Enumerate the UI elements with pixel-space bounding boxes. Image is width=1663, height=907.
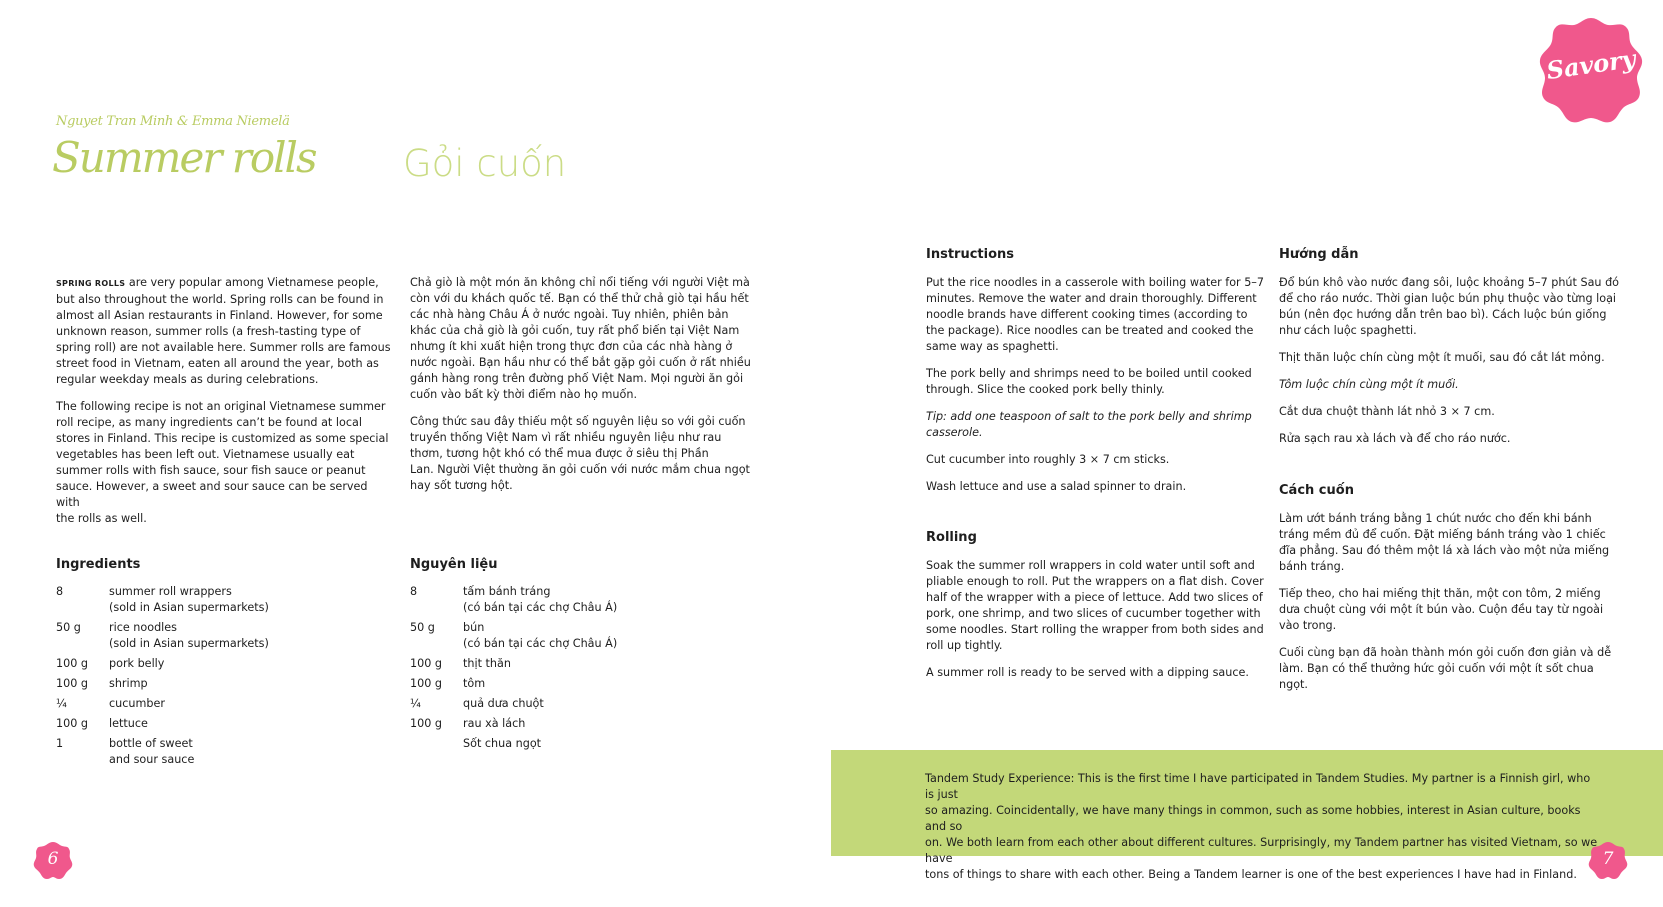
instructions-heading-vi: Hướng dẫn <box>1279 247 1359 262</box>
ingredient-row <box>56 716 269 736</box>
ingredient-item: quả dưa chuột <box>463 697 544 710</box>
ingredient-item: bún (có bán tại các chợ Châu Á) <box>463 621 618 650</box>
rolling-vi-p1: Làm ướt bánh tráng bằng 1 chút nước cho đến khi bánh tráng mềm đủ để cuốn. Đặt miếng bánh tráng vào 1 chiếc đĩa phẳng. Sau đó thêm một lá xà lách vào một nửa miếng bánh tráng. <box>1279 512 1610 573</box>
badge-label: Savory <box>1544 43 1638 86</box>
ingredient-item: summer roll wrappers (sold in Asian supermarkets) <box>109 585 269 614</box>
instructions-en-p3: Cut cucumber into roughly 3 × 7 cm sticks. <box>926 453 1170 466</box>
page-number-right-label: 7 <box>1602 849 1614 869</box>
ingredients-table <box>56 584 269 772</box>
ingredient-row <box>56 620 269 656</box>
ingredient-row <box>56 676 269 696</box>
intro-en-paragraph-2: The following recipe is not an original Vietnamese summer roll recipe, as many ingredients can’t be found at local stores in Finland. This recipe is customized as some special vegetables has been left out. Vietnamese usually eat summer rolls with fish sauce, sour fish sauce or peanut sauce. However, a sweet and sour sauce can be served with the rolls as well. <box>56 400 389 525</box>
tandem-experience-box <box>831 750 1663 881</box>
page-number-left <box>33 840 73 880</box>
ingredients-table-vi <box>410 584 617 756</box>
intro-vietnamese <box>410 275 755 505</box>
rolling-en-p1: Soak the summer roll wrappers in cold water until soft and pliable enough to roll. Put the wrappers on a flat dish. Cover half of the wrapper with a piece of lettuce. Add two slices of pork, one shrimp, and two slices of cucumber together with some noodles. Start rolling the wrapper from both sides and roll up tightly. <box>926 559 1264 652</box>
ingredient-quantity: ¼ <box>410 697 421 710</box>
ingredient-quantity: 50 g <box>56 621 81 634</box>
ingredients-vietnamese <box>410 557 730 756</box>
page-title-english: Summer rolls <box>52 133 316 182</box>
ingredient-quantity: ¼ <box>56 697 67 710</box>
ingredient-item: rice noodles (sold in Asian supermarkets) <box>109 621 269 650</box>
rolling-vi-p2: Tiếp theo, cho hai miếng thịt thăn, một con tôm, 2 miếng dưa chuột cùng với một ít bún vào. Cuộn đều tay từ ngoài vào trong. <box>1279 587 1604 632</box>
intro-english <box>56 275 391 538</box>
ingredient-item: lettuce <box>109 717 148 730</box>
page-number-right <box>1588 840 1628 880</box>
rolling-heading: Rolling <box>926 530 977 545</box>
ingredient-quantity: 100 g <box>410 717 443 730</box>
ingredients-heading: Ingredients <box>56 557 141 572</box>
intro-vi-paragraph-1: Chả giò là một món ăn không chỉ nổi tiếng với người Việt mà còn với du khách quốc tế. Bạn có thể thử chả giò tại hầu hết các nhà hàng Châu Á ở nước ngoài. Tuy nhiên, phiên bản khác của chả giò là gỏi cuốn, tuy rất phổ biến tại Việt Nam nhưng ít khi xuất hiện trong thực đơn của các nhà hàng ở nước ngoài. Bạn hầu như có thể bắt gặp gỏi cuốn ở rất nhiều gánh hàng rong trên đường phố Việt Nam. Mọi người ăn gỏi cuốn vào bất kỳ thời điểm nào họ muốn. <box>410 276 751 401</box>
instructions-en-tip: Tip: add one teaspoon of salt to the pork belly and shrimp casserole. <box>926 410 1252 439</box>
instructions-en-p4: Wash lettuce and use a salad spinner to drain. <box>926 480 1187 493</box>
ingredient-row <box>410 676 617 696</box>
instructions-en-p1: Put the rice noodles in a casserole with boiling water for 5–7 minutes. Remove the water and drain thoroughly. Different noodle brands have different cooking times (according to the package). Rice noodles can be treated and cooked the same way as spaghetti. <box>926 276 1265 353</box>
ingredient-item: tôm <box>463 677 486 690</box>
lead-smallcaps: SPRING ROLLS <box>56 279 126 288</box>
ingredient-item: thịt thăn <box>463 657 511 670</box>
instructions-vi-tip: Tôm luộc chín cùng một ít muối. <box>1279 378 1459 391</box>
instructions-vi-p1: Đổ bún khô vào nước đang sôi, luộc khoảng 5–7 phút Sau đó để cho ráo nước. Thời gian luộc bún phụ thuộc vào từng loại bún (nên đọc hướng dẫn trên bao bì). Cách luộc bún giống như cách luộc spaghetti. <box>1279 276 1620 337</box>
intro-vi-paragraph-2: Công thức sau đây thiếu một số nguyên liệu so với gỏi cuốn truyền thống Việt Nam vì rất nhiều nguyên liệu như rau thơm, tương hột khó có thể mua được ở siêu thị Phần Lan. Người Việt thường ăn gỏi cuốn với nước mắm chua ngọt hay sốt tương hột. <box>410 415 750 492</box>
ingredient-quantity: 100 g <box>410 677 443 690</box>
ingredient-quantity: 8 <box>410 585 418 598</box>
ingredient-row <box>56 696 269 716</box>
rolling-en-p2: A summer roll is ready to be served with a dipping sauce. <box>926 666 1249 679</box>
ingredient-row <box>56 584 269 620</box>
ingredient-row <box>410 696 617 716</box>
ingredient-item: cucumber <box>109 697 165 710</box>
savory-badge <box>1536 16 1646 124</box>
rolling-vietnamese <box>1279 483 1624 704</box>
ingredient-quantity <box>410 736 463 756</box>
ingredient-row <box>56 656 269 676</box>
instructions-vi-p3: Cắt dưa chuột thành lát nhỏ 3 × 7 cm. <box>1279 405 1495 418</box>
instructions-english <box>926 247 1266 506</box>
ingredient-row <box>410 620 617 656</box>
ingredient-quantity: 8 <box>56 585 64 598</box>
ingredient-item: rau xà lách <box>463 717 526 730</box>
ingredient-item: bottle of sweet and sour sauce <box>109 737 195 766</box>
tandem-experience-text: Tandem Study Experience: This is the first time I have participated in Tandem Studies. My partner is a Finnish girl, who is just so amazing. Coincidentally, we have many things in common, such as some hobbies, interest in Asian culture, books and so on. We both learn from each other about different cultures. Surprisingly, my Tandem partner has visited Vietnam, so we have tons of things to share with each other. Being a Tandem learner is one of the best experiences I have had in Finland. <box>925 772 1598 881</box>
ingredient-row <box>410 716 617 736</box>
ingredient-quantity: 100 g <box>56 677 89 690</box>
ingredient-quantity: 50 g <box>410 621 435 634</box>
instructions-heading: Instructions <box>926 247 1015 262</box>
ingredient-row <box>410 736 617 756</box>
instructions-vietnamese <box>1279 247 1624 458</box>
ingredient-quantity: 100 g <box>410 657 443 670</box>
instructions-vi-p4: Rửa sạch rau xà lách và để cho ráo nước. <box>1279 432 1511 445</box>
ingredient-row <box>56 736 269 772</box>
rolling-vi-p3: Cuối cùng bạn đã hoàn thành món gỏi cuốn đơn giản và dễ làm. Bạn có thể thưởng hức gỏi cuốn với một ít sốt chua ngọt. <box>1279 646 1612 691</box>
ingredient-item: tấm bánh tráng (có bán tại các chợ Châu Á) <box>463 585 618 614</box>
ingredient-quantity: 100 g <box>56 657 89 670</box>
rolling-english <box>926 530 1266 692</box>
ingredients-heading-vi: Nguyên liệu <box>410 557 498 572</box>
ingredients-english <box>56 557 376 772</box>
ingredient-item: shrimp <box>109 677 148 690</box>
ingredient-row <box>410 656 617 676</box>
instructions-vi-p2: Thịt thăn luộc chín cùng một ít muối, sau đó cắt lát mỏng. <box>1279 351 1605 364</box>
author-line: Nguyet Tran Minh & Emma Niemelä <box>56 114 290 129</box>
ingredient-item: pork belly <box>109 657 165 670</box>
intro-en-paragraph-1: are very popular among Vietnamese people, but also throughout the world. Spring rolls can be found in almost all Asian restaurants in Finland. However, for some unknown reason, summer rolls (a fresh-tasting type of spring roll) are not available here. Summer rolls are famous street food in Vietnam, eaten all around the year, both as regular weekday meals as during celebrations. <box>56 276 391 386</box>
page-number-left-label: 6 <box>47 849 59 869</box>
rolling-heading-vi: Cách cuốn <box>1279 483 1354 498</box>
instructions-en-p2: The pork belly and shrimps need to be boiled until cooked through. Slice the cooked pork belly thinly. <box>926 367 1252 396</box>
ingredient-quantity: 100 g <box>56 717 89 730</box>
ingredient-row <box>410 584 617 620</box>
ingredient-quantity: 1 <box>56 737 64 750</box>
page-title-vietnamese: Gỏi cuốn <box>403 142 567 185</box>
ingredient-item: Sốt chua ngọt <box>463 737 542 750</box>
